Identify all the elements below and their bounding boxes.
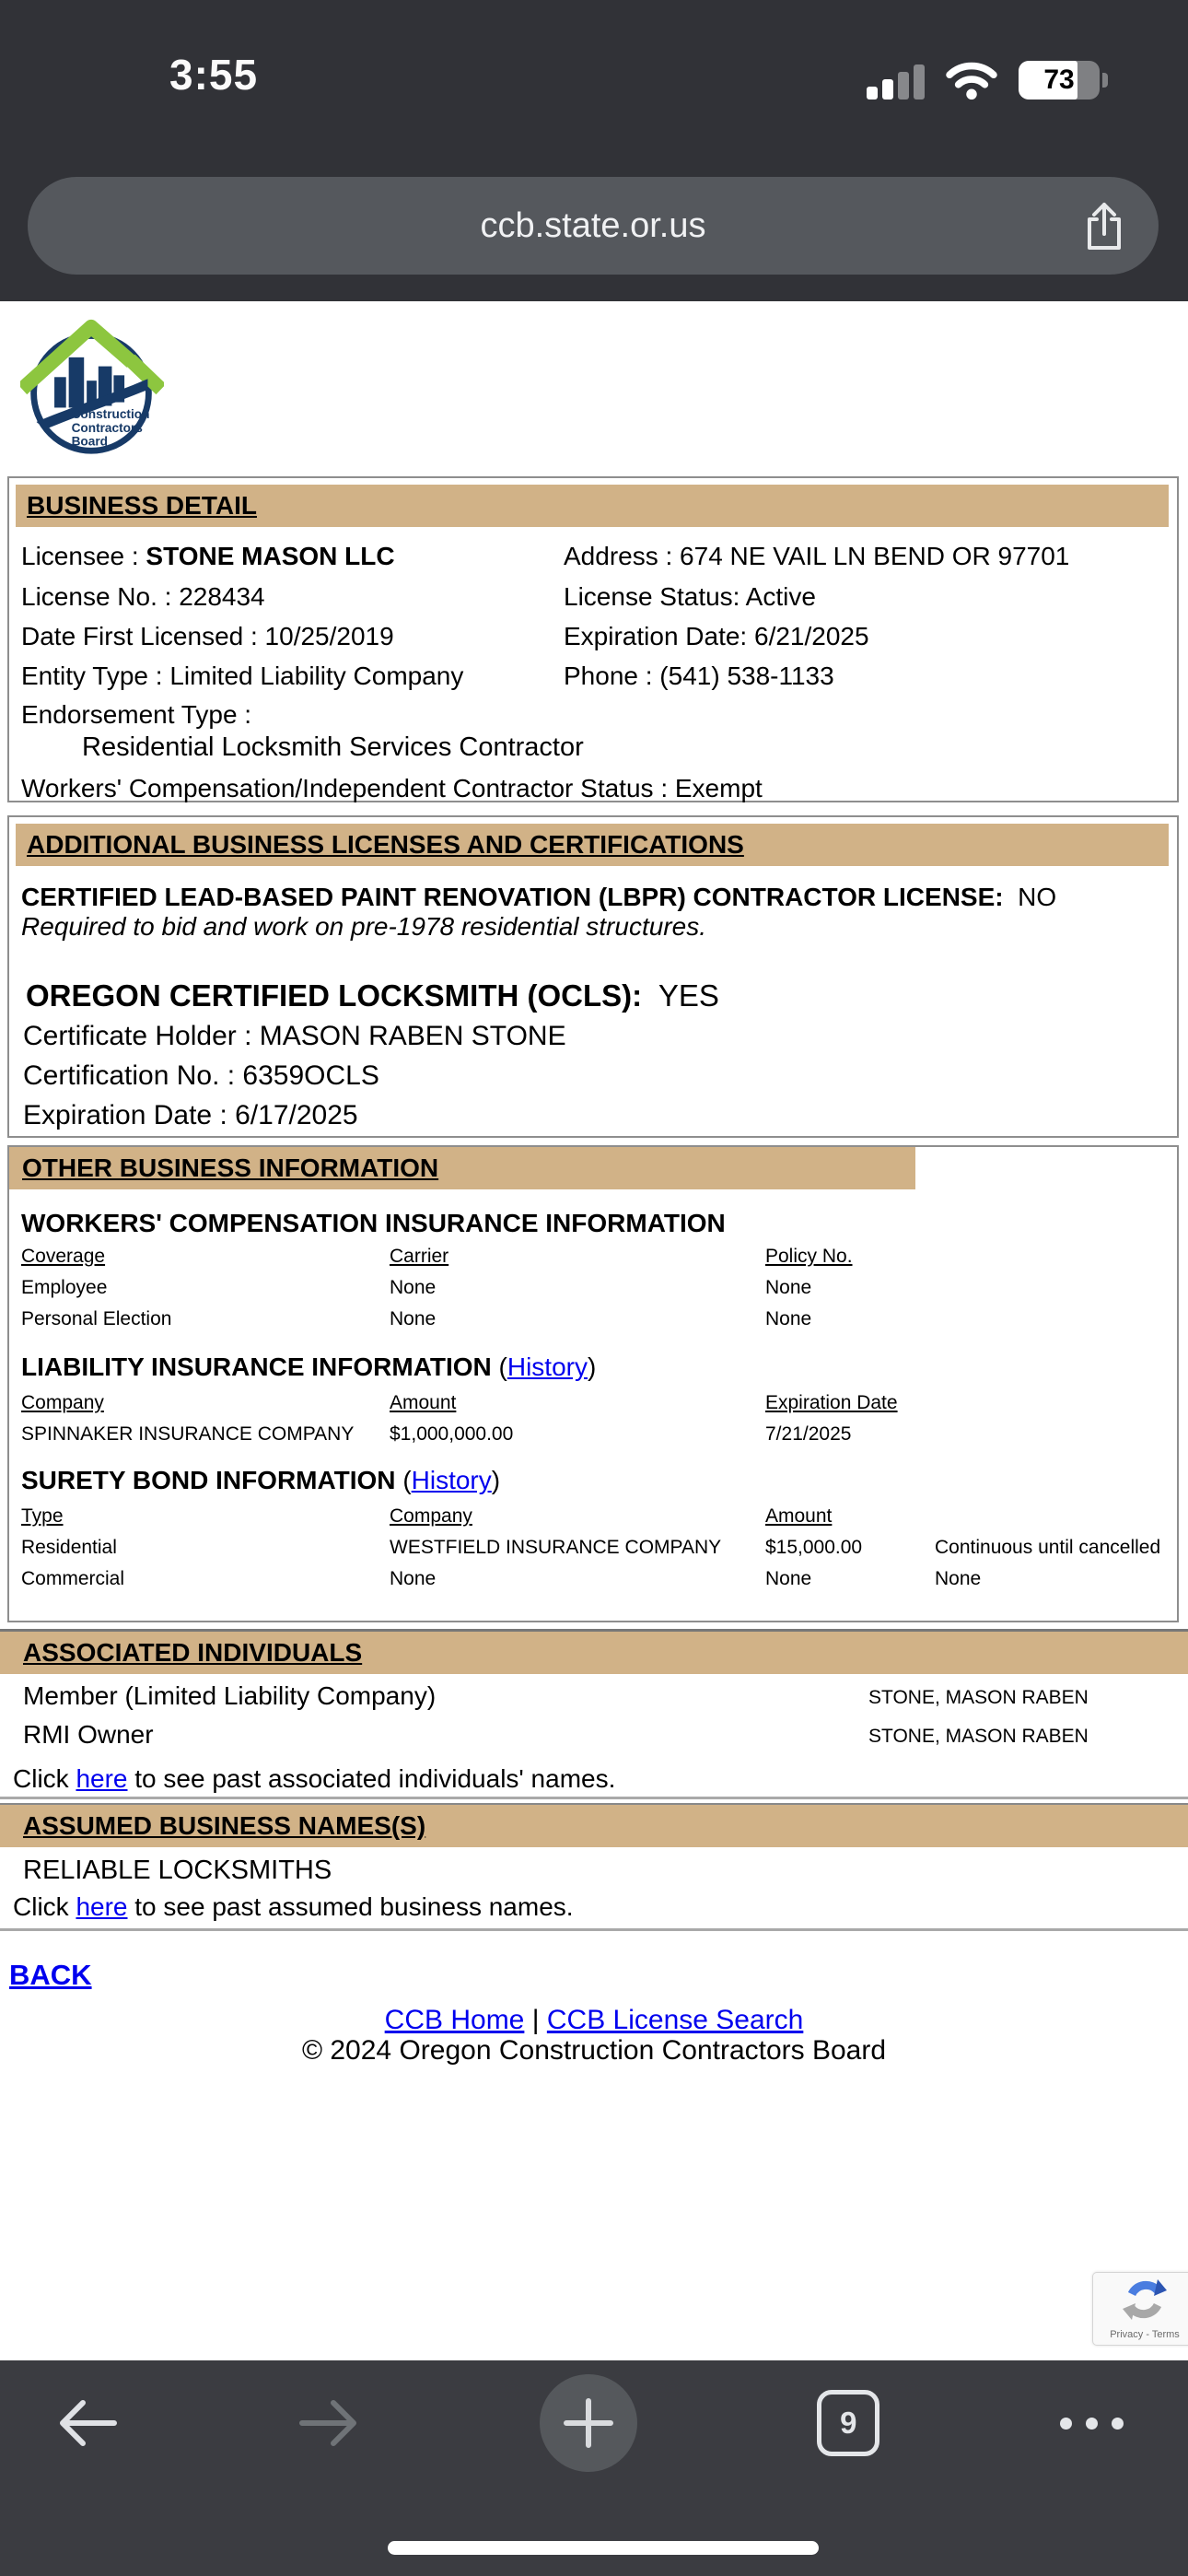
- section-assumed-business-names: [0, 1803, 1188, 1931]
- paren: (: [402, 1466, 412, 1494]
- table-cell: Residential: [21, 1537, 117, 1558]
- field-date-first-licensed: Date First Licensed : 10/25/2019: [21, 622, 394, 650]
- table-header-cell: Amount: [765, 1505, 833, 1527]
- field-endorsement-value: Residential Locksmith Services Contractor: [82, 732, 584, 762]
- certification-no: Certification No. : 6359OCLS: [23, 1060, 379, 1091]
- tab-switcher-button[interactable]: [817, 2390, 879, 2456]
- paren: ): [587, 1352, 597, 1381]
- workers-comp-title: WORKERS' COMPENSATION INSURANCE INFORMATION: [21, 1209, 726, 1237]
- table-header-cell: Type: [21, 1505, 64, 1527]
- surety-title-line: [21, 1466, 500, 1495]
- field-endorsement-label: Endorsement Type :: [21, 700, 252, 729]
- certification-expiration: Expiration Date : 6/17/2025: [23, 1100, 358, 1130]
- section-other-business-info: [7, 1145, 1179, 1622]
- cellular-signal-icon: [867, 63, 925, 100]
- section-additional-licenses: [7, 815, 1179, 1138]
- browser-top-chrome: [0, 0, 1188, 301]
- field-license-no: License No. : 228434: [21, 582, 265, 611]
- lbpr-value: NO: [1018, 883, 1057, 911]
- section-header-bar: [16, 485, 1169, 527]
- liability-title-line: [21, 1352, 596, 1382]
- table-header-cell: Carrier: [390, 1246, 449, 1267]
- section-header-additional: ADDITIONAL BUSINESS LICENSES AND CERTIFICATIONS: [27, 830, 744, 859]
- address-bar[interactable]: [28, 177, 1159, 275]
- section-header-associated: ASSOCIATED INDIVIDUALS: [23, 1638, 363, 1667]
- table-header-cell: Policy No.: [765, 1246, 853, 1267]
- table-header-cell: Company: [21, 1392, 104, 1413]
- table-cell: WESTFIELD INSURANCE COMPANY: [390, 1537, 722, 1558]
- back-button-icon[interactable]: [57, 2399, 118, 2447]
- section-header-assumed: ASSUMED BUSINESS NAMES(S): [23, 1811, 426, 1840]
- assumed-name: RELIABLE LOCKSMITHS: [23, 1856, 332, 1885]
- assumed-past-link[interactable]: here: [76, 1892, 128, 1921]
- surety-title: SURETY BOND INFORMATION: [21, 1466, 396, 1494]
- status-time: 3:55: [169, 51, 259, 99]
- table-cell: None: [390, 1277, 437, 1298]
- field-phone: Phone : (541) 538-1133: [564, 662, 834, 690]
- field-entity-type: Entity Type : Limited Liability Company: [21, 662, 464, 690]
- table-header-cell: Amount: [390, 1392, 457, 1413]
- table-cell: None: [765, 1568, 812, 1589]
- status-icons: [867, 55, 1100, 100]
- associated-past-link[interactable]: here: [76, 1764, 128, 1793]
- recaptcha-badge[interactable]: [1092, 2272, 1188, 2346]
- forward-button-icon[interactable]: [298, 2399, 359, 2447]
- associated-role: Member (Limited Liability Company): [23, 1681, 437, 1710]
- table-cell: None: [765, 1308, 812, 1329]
- licensee-value: STONE MASON LLC: [146, 542, 395, 570]
- table-cell: None: [390, 1568, 437, 1589]
- associated-role: RMI Owner: [23, 1720, 154, 1749]
- battery-percent: 73: [1043, 64, 1075, 95]
- home-indicator[interactable]: [388, 2541, 819, 2555]
- field-licensee: [21, 542, 395, 571]
- liability-title: LIABILITY INSURANCE INFORMATION: [21, 1352, 492, 1381]
- table-cell: None: [390, 1308, 437, 1329]
- field-workers-comp-status: Workers' Compensation/Independent Contractor Status : Exempt: [21, 774, 763, 802]
- field-address: Address : 674 NE VAIL LN BEND OR 97701: [564, 542, 1070, 570]
- section-header-business-detail: BUSINESS DETAIL: [27, 491, 257, 520]
- recaptcha-privacy-terms[interactable]: Privacy - Terms: [1110, 2329, 1180, 2340]
- ccb-license-search-link[interactable]: CCB License Search: [546, 2005, 804, 2035]
- section-business-detail: [7, 476, 1179, 802]
- section-header-other: OTHER BUSINESS INFORMATION: [22, 1153, 439, 1182]
- new-tab-button[interactable]: [540, 2374, 637, 2472]
- section-header-bar: [0, 1632, 1188, 1674]
- recaptcha-icon: [1123, 2277, 1167, 2322]
- ocls-line: [26, 978, 719, 1013]
- ocls-value: YES: [658, 978, 719, 1013]
- wifi-icon: [945, 59, 998, 100]
- table-cell: Commercial: [21, 1568, 125, 1589]
- tab-count: 9: [840, 2406, 857, 2440]
- ocls-label: OREGON CERTIFIED LOCKSMITH (OCLS):: [26, 978, 643, 1013]
- address-bar-url[interactable]: ccb.state.or.us: [480, 205, 706, 245]
- footer-separator: |: [531, 2005, 540, 2035]
- logo-word-3: Board: [71, 434, 108, 449]
- plus-icon: [561, 2395, 616, 2451]
- lbpr-label: CERTIFIED LEAD-BASED PAINT RENOVATION (LBPR) CONTRACTOR LICENSE:: [21, 883, 1004, 911]
- table-cell: 7/21/2025: [765, 1423, 852, 1445]
- logo-word-2: Contractors: [71, 420, 143, 435]
- back-link[interactable]: BACK: [9, 1959, 92, 1991]
- table-cell: Personal Election: [21, 1308, 172, 1329]
- paren: (: [498, 1352, 507, 1381]
- click-suffix: to see past assumed business names.: [134, 1892, 574, 1921]
- certificate-holder: Certificate Holder : MASON RABEN STONE: [23, 1021, 566, 1051]
- lbpr-line: [21, 883, 1056, 912]
- table-cell: None: [935, 1568, 982, 1589]
- table-cell: SPINNAKER INSURANCE COMPANY: [21, 1423, 355, 1445]
- lbpr-note: Required to bid and work on pre-1978 residential structures.: [21, 912, 706, 941]
- surety-history-link[interactable]: History: [411, 1466, 492, 1494]
- table-cell: Employee: [21, 1277, 108, 1298]
- table-cell: $1,000,000.00: [390, 1423, 514, 1445]
- field-license-status: License Status: Active: [564, 582, 816, 611]
- table-header-cell: Company: [390, 1505, 472, 1527]
- table-cell: None: [765, 1277, 812, 1298]
- table-cell: $15,000.00: [765, 1537, 863, 1558]
- licensee-label: Licensee :: [21, 542, 139, 570]
- ccb-logo: [20, 310, 164, 466]
- battery-icon: [1019, 61, 1100, 100]
- table-cell: Continuous until cancelled: [935, 1537, 1161, 1558]
- paren: ): [491, 1466, 501, 1494]
- click-suffix: to see past associated individuals' names.: [134, 1764, 616, 1793]
- logo-word-1: Construction: [71, 407, 150, 422]
- ccb-home-link[interactable]: CCB Home: [384, 2005, 525, 2035]
- section-header-bar: [9, 1147, 915, 1189]
- associated-past-line: [13, 1764, 615, 1794]
- click-prefix: Click: [13, 1892, 69, 1921]
- section-associated-individuals: [0, 1629, 1188, 1799]
- copyright: © 2024 Oregon Construction Contractors Board: [301, 2035, 887, 2066]
- section-header-bar: [16, 824, 1169, 866]
- share-icon[interactable]: [1083, 199, 1125, 252]
- section-header-bar: [0, 1805, 1188, 1847]
- liability-history-link[interactable]: History: [507, 1352, 588, 1381]
- click-prefix: Click: [13, 1764, 69, 1793]
- table-header-cell: Expiration Date: [765, 1392, 898, 1413]
- field-expiration-date: Expiration Date: 6/21/2025: [564, 622, 869, 650]
- associated-name: STONE, MASON RABEN: [868, 1687, 1089, 1708]
- assumed-past-line: [13, 1892, 574, 1922]
- associated-name: STONE, MASON RABEN: [868, 1726, 1089, 1747]
- browser-bottom-toolbar: [0, 2360, 1188, 2576]
- menu-button[interactable]: [1060, 2418, 1124, 2430]
- table-header-cell: Coverage: [21, 1246, 106, 1267]
- footer-links: [0, 2005, 1188, 2036]
